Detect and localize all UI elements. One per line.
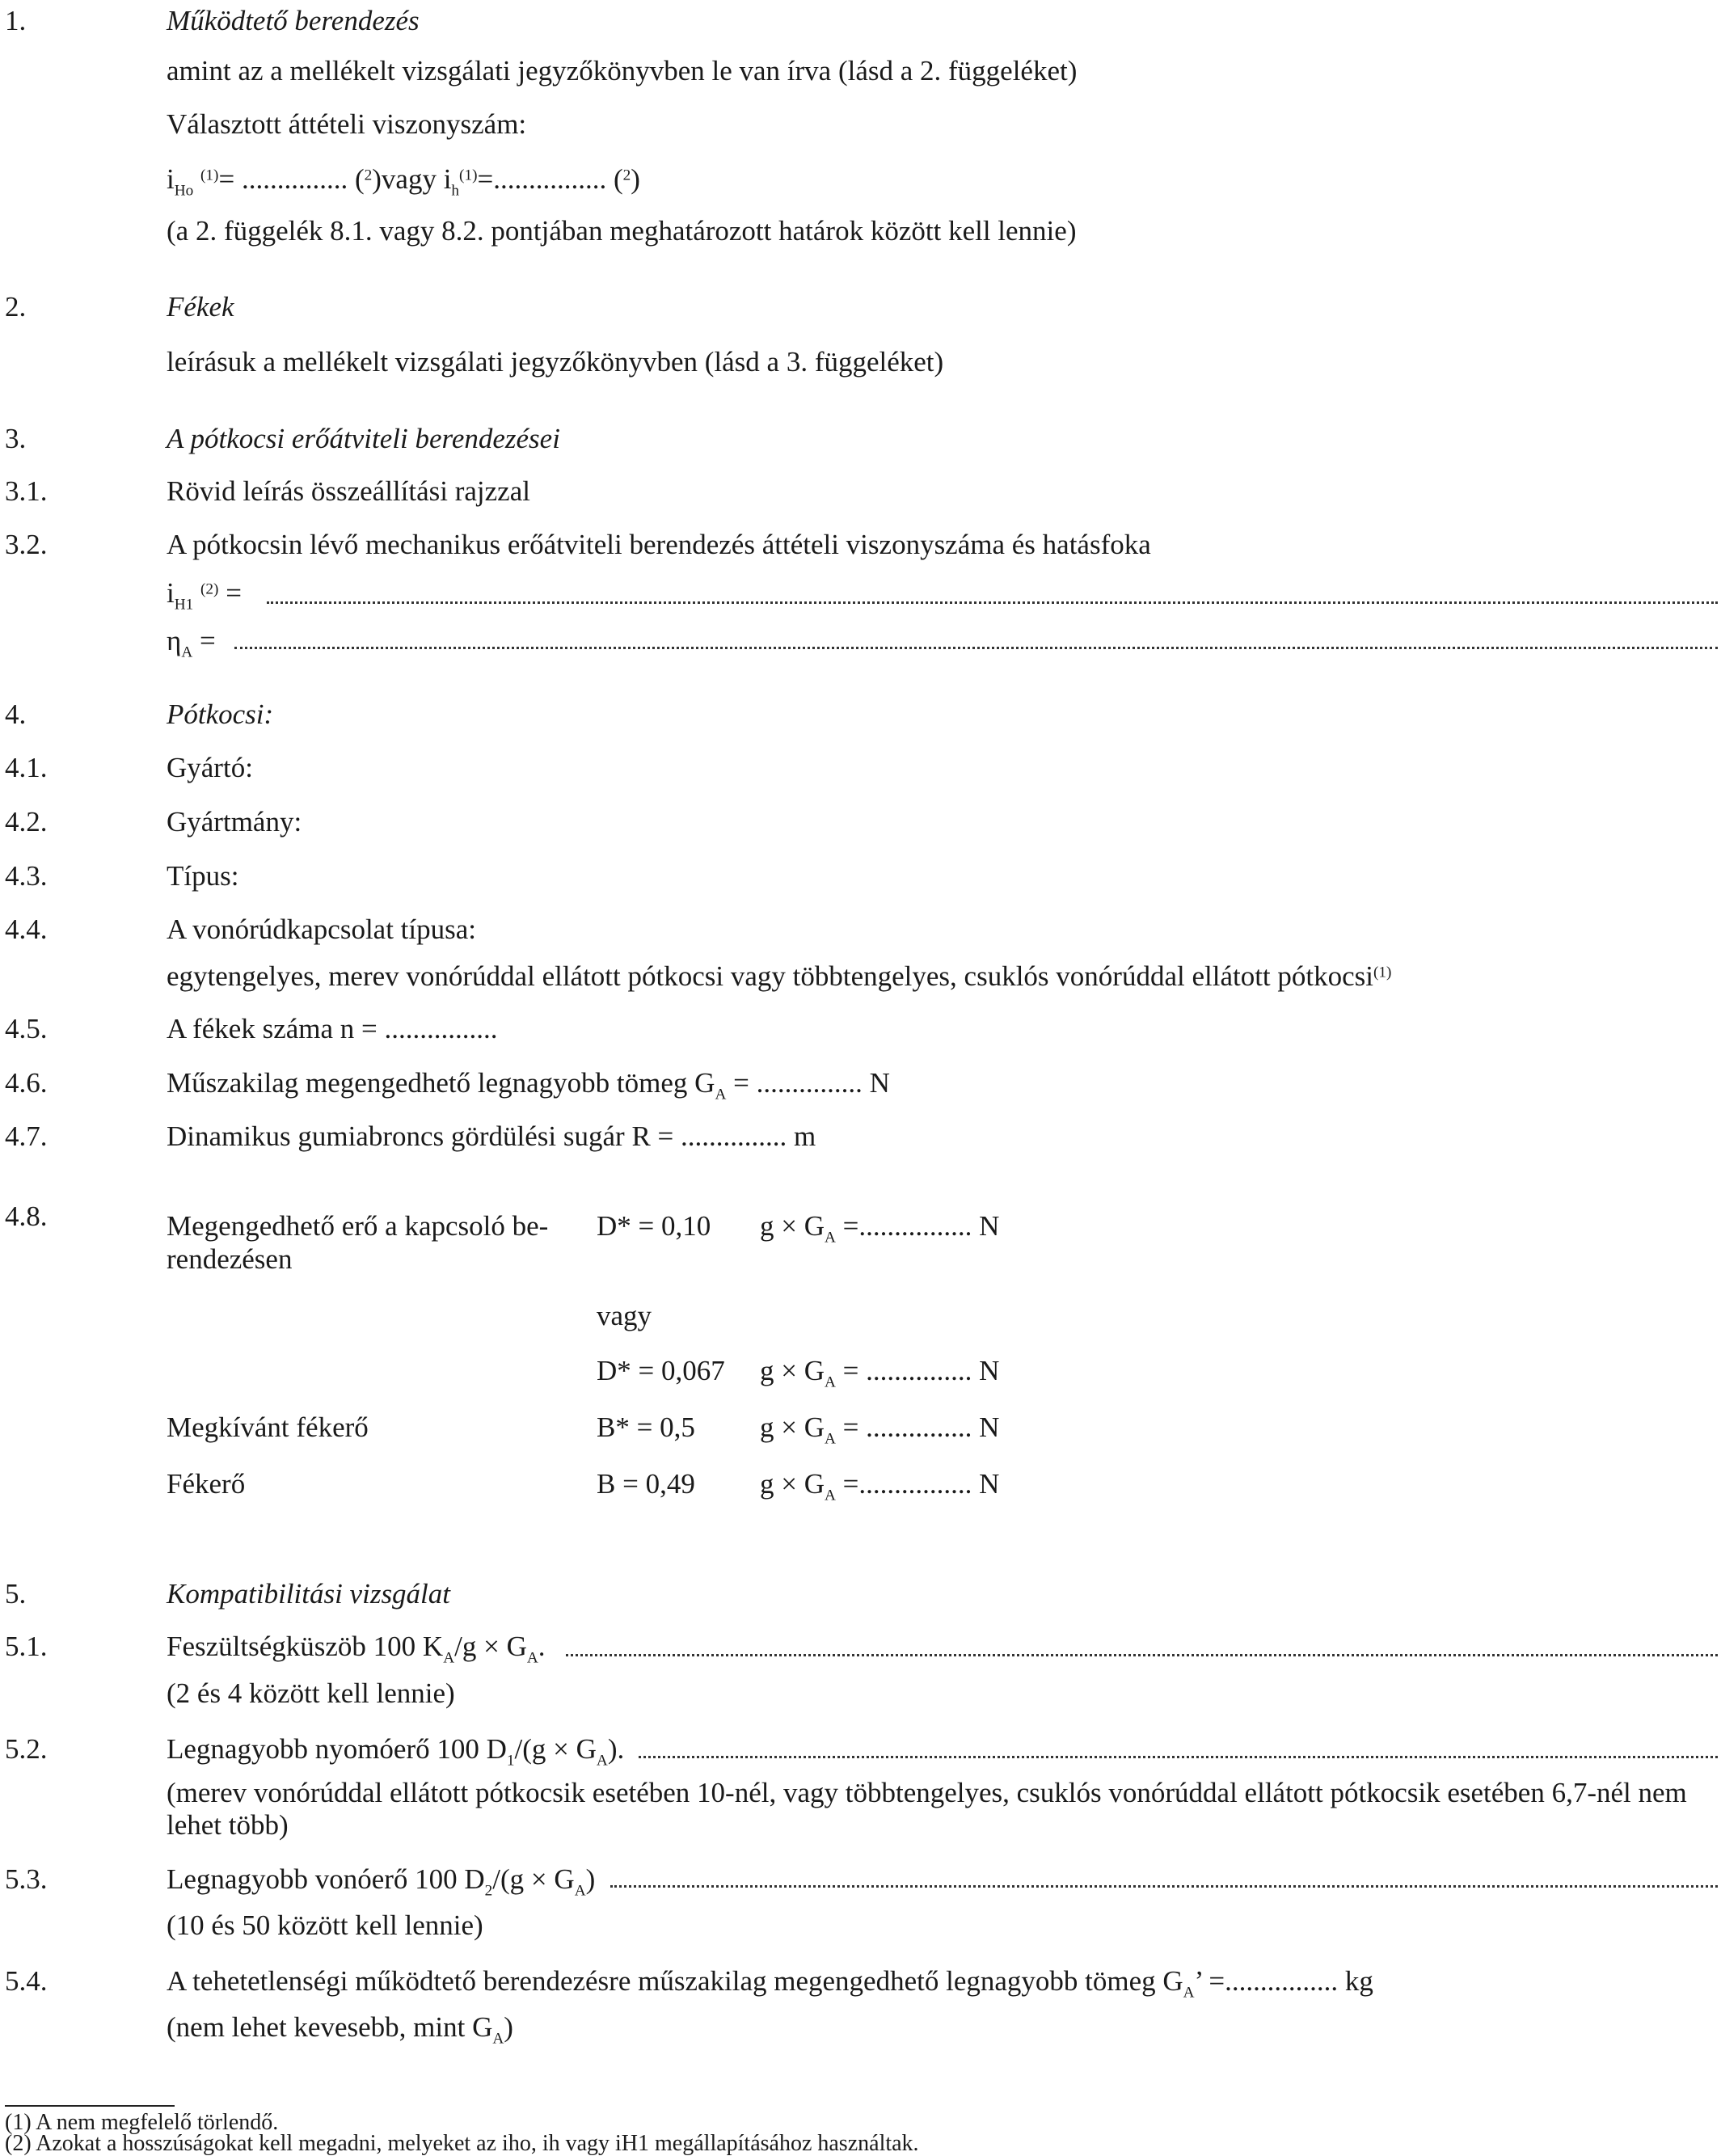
section-number: 2. — [5, 291, 27, 323]
item-number: 4.5. — [5, 1013, 48, 1044]
section-title: A pótkocsi erőátviteli berendezései — [167, 423, 560, 454]
item-text: Rövid leírás összeállítási rajzzal — [167, 475, 530, 507]
force-label: Fékerő — [167, 1468, 246, 1500]
item-text: A vonórúdkapcsolat típusa: — [167, 913, 477, 945]
fill-line — [234, 647, 1718, 649]
item-text: A fékek száma n = ................ — [167, 1013, 498, 1044]
ratio-note: (a 2. függelék 8.1. vagy 8.2. pontjában meghatározott határok között kell lennie) — [167, 215, 1077, 247]
item-number: 4.7. — [5, 1120, 48, 1152]
item-text: Gyártmány: — [167, 806, 302, 838]
item-text: egytengelyes, merev vonórúddal ellátott pótkocsi vagy többtengelyes, csuklós vonórúddal ellátott pótkocsi$^{(1)}$ — [167, 960, 1392, 992]
formula-lhs: D* = 0,10 — [597, 1210, 711, 1242]
item-number: 3.1. — [5, 475, 48, 507]
fill-line — [566, 1654, 1718, 1656]
ratio-label: Választott áttételi viszonyszám: — [167, 108, 527, 140]
formula-rhs: $g \times G_A$ =................ N — [760, 1210, 1000, 1247]
item-note: (nem lehet kevesebb, mint $G_A$) — [167, 2011, 513, 2048]
item-number: 5.3. — [5, 1863, 48, 1895]
alternative-word: vagy — [597, 1300, 652, 1331]
item-text: Gyártó: — [167, 752, 253, 783]
footnote: (2) Azokat a hosszúságokat kell megadni, melyeket az iho, ih vagy iH1 megállapításához használtak. — [5, 2131, 919, 2156]
fill-line — [267, 601, 1718, 604]
force-label: Megkívánt fékerő — [167, 1411, 369, 1443]
item-text: Dinamikus gumiabroncs gördülési sugár R = ............... m — [167, 1120, 816, 1152]
formula-rhs: $g \times G_A$ = ............... N — [760, 1411, 1000, 1448]
item-note: (merev vonórúddal ellátott pótkocsik esetében 10-nél, vagy többtengelyes, csuklós vonórúddal ellátott pótkocsik esetében 6,7-nél nem lehet több) — [167, 1777, 1687, 1841]
item-number: 4.4. — [5, 913, 48, 945]
section-title: Fékek — [167, 291, 234, 323]
item-number: 4.8. — [5, 1200, 48, 1232]
item-number: 5.4. — [5, 1965, 48, 1997]
section-number: 1. — [5, 5, 27, 36]
section-number: 4. — [5, 698, 27, 730]
item-number: 4.1. — [5, 752, 48, 783]
item-number: 5.2. — [5, 1733, 48, 1765]
item-number: 4.2. — [5, 806, 48, 838]
item-text: Feszültségküszöb 100 $K_A/g \times G_A$. — [167, 1631, 546, 1667]
ratio-formula: $i_{Ho}$ $^{(1)}$= ............... ($^2$)vagy $i_h^{(1)}=$................ ($^2$) — [167, 163, 640, 200]
section-title: Kompatibilitási vizsgálat — [167, 1578, 451, 1610]
formula-rhs: $g \times G_A$ =................ N — [760, 1468, 1000, 1504]
item-text: Típus: — [167, 860, 239, 892]
item-text: A tehetetlenségi működtető berendezésre műszakilag megengedhető legnagyobb tömeg $G_A$’ =................ kg — [167, 1965, 1373, 2002]
force-label: rendezésen — [167, 1243, 293, 1275]
section-text: leírásuk a mellékelt vizsgálati jegyzőkönyvben (lásd a 3. függeléket) — [167, 346, 944, 378]
fill-line — [639, 1756, 1718, 1758]
item-number: 5.1. — [5, 1631, 48, 1662]
item-text: A pótkocsin lévő mechanikus erőátviteli berendezés áttételi viszonyszáma és hatásfoka — [167, 529, 1151, 560]
footnote-rule — [5, 2105, 175, 2107]
efficiency-eta: $\eta_A$ = — [167, 625, 216, 661]
section-number: 3. — [5, 423, 27, 454]
fill-line — [610, 1885, 1718, 1888]
force-label: Megengedhető erő a kapcsoló be- — [167, 1210, 549, 1242]
item-number: 4.3. — [5, 860, 48, 892]
section-title: Működtető berendezés — [167, 5, 420, 36]
item-text: Legnagyobb vonóerő 100 $D_2/(g \times G_A)$ — [167, 1863, 596, 1900]
formula-lhs: B = 0,49 — [597, 1468, 695, 1500]
item-text: Műszakilag megengedhető legnagyobb tömeg $G_A$ = ............... N — [167, 1067, 890, 1103]
ratio-ih1: $i_{H1}$ $^{(2)}$ = — [167, 577, 242, 614]
section-text: amint az a mellékelt vizsgálati jegyzőkönyvben le van írva (lásd a 2. függeléket) — [167, 55, 1078, 86]
formula-lhs: B* = 0,5 — [597, 1411, 695, 1443]
formula-lhs: D* = 0,067 — [597, 1355, 725, 1386]
item-number: 3.2. — [5, 529, 48, 560]
item-note: (2 és 4 között kell lennie) — [167, 1677, 455, 1709]
formula-rhs: $g \times G_A$ = ............... N — [760, 1355, 1000, 1391]
footnote: (1) A nem megfelelő törlendő. — [5, 2110, 279, 2135]
section-number: 5. — [5, 1578, 27, 1610]
item-text: Legnagyobb nyomóerő 100 $D_1/(g \times G_A)$. — [167, 1733, 625, 1770]
item-note: (10 és 50 között kell lennie) — [167, 1909, 483, 1941]
item-number: 4.6. — [5, 1067, 48, 1099]
section-title: Pótkocsi: — [167, 698, 274, 730]
